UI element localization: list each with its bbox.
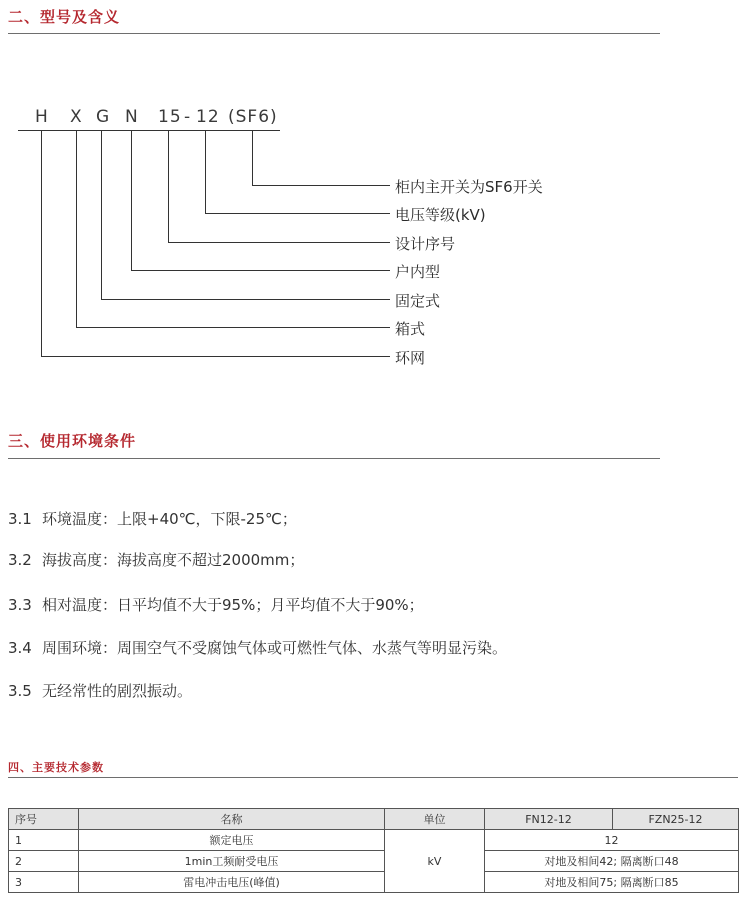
code-char-g: G xyxy=(96,107,111,127)
condition-item xyxy=(8,594,424,615)
unit-kv: kV xyxy=(385,830,485,893)
condition-text: 环境温度：上限+40℃，下限-25℃； xyxy=(42,510,297,528)
leader-h-x xyxy=(76,327,390,328)
code-char-12: 12 xyxy=(196,107,220,127)
row-no: 2 xyxy=(9,851,79,872)
leader-n xyxy=(131,130,132,270)
leader-h-sf6 xyxy=(252,185,390,186)
leader-x xyxy=(76,130,77,327)
meaning-fixed: 固定式 xyxy=(395,292,441,310)
leader-h-g xyxy=(101,299,390,300)
code-char-h: H xyxy=(35,107,49,127)
code-char-sf6: (SF6) xyxy=(228,107,278,127)
header-model-fn12: FN12-12 xyxy=(485,809,613,830)
meaning-ring-network: 环网 xyxy=(395,349,426,367)
section-2-title: 二、型号及含义 xyxy=(8,8,121,26)
section-4-divider xyxy=(8,777,738,778)
leader-h xyxy=(41,130,42,356)
row-name: 额定电压 xyxy=(79,830,385,851)
leader-15 xyxy=(168,130,169,242)
code-char-x: X xyxy=(70,107,83,127)
section-3-divider xyxy=(8,458,660,459)
table-header-row xyxy=(9,809,739,830)
header-name: 名称 xyxy=(79,809,385,830)
leader-h-12 xyxy=(205,213,390,214)
technical-parameters-table xyxy=(8,808,739,893)
table-row xyxy=(9,872,739,893)
condition-number: 3.5 xyxy=(8,682,32,700)
condition-number: 3.4 xyxy=(8,639,32,657)
row-value: 对地及相间42; 隔离断口48 xyxy=(485,851,739,872)
leader-12 xyxy=(205,130,206,213)
table-row xyxy=(9,851,739,872)
header-no: 序号 xyxy=(9,809,79,830)
header-model-fzn25: FZN25-12 xyxy=(613,809,739,830)
condition-item xyxy=(8,549,304,570)
meaning-voltage-class: 电压等级(kV) xyxy=(395,206,486,224)
meaning-indoor: 户内型 xyxy=(395,263,441,281)
leader-h-n xyxy=(131,270,390,271)
row-no: 1 xyxy=(9,830,79,851)
leader-g xyxy=(101,130,102,299)
condition-number: 3.3 xyxy=(8,596,32,614)
condition-text: 相对温度：日平均值不大于95%；月平均值不大于90%； xyxy=(42,596,424,614)
leader-h-15 xyxy=(168,242,390,243)
code-underline xyxy=(18,130,280,131)
code-char-n: N xyxy=(125,107,139,127)
section-3-title: 三、使用环境条件 xyxy=(8,432,137,450)
row-value: 12 xyxy=(485,830,739,851)
meaning-box-type: 箱式 xyxy=(395,320,426,338)
section-4-title: 四、主要技术参数 xyxy=(8,761,104,774)
condition-number: 3.1 xyxy=(8,510,32,528)
row-name: 雷电冲击电压(峰值) xyxy=(79,872,385,893)
table-row xyxy=(9,830,739,851)
meaning-main-switch: 柜内主开关为SF6开关 xyxy=(395,178,543,196)
row-name: 1min工频耐受电压 xyxy=(79,851,385,872)
condition-item xyxy=(8,508,297,529)
model-code-diagram xyxy=(0,95,750,385)
condition-text: 海拔高度：海拔高度不超过2000mm； xyxy=(42,551,305,569)
row-value: 对地及相间75; 隔离断口85 xyxy=(485,872,739,893)
section-2-divider xyxy=(8,33,660,34)
condition-text: 周围环境：周围空气不受腐蚀气体或可燃性气体、水蒸气等明显污染。 xyxy=(42,639,508,657)
header-unit: 单位 xyxy=(385,809,485,830)
condition-text: 无经常性的剧烈振动。 xyxy=(42,682,193,700)
meaning-design-number: 设计序号 xyxy=(395,235,456,253)
condition-item xyxy=(8,637,507,658)
leader-sf6 xyxy=(252,130,253,185)
leader-h-h xyxy=(41,356,390,357)
code-char-dash: - xyxy=(184,107,192,127)
code-char-15: 15 xyxy=(158,107,182,127)
condition-item xyxy=(8,680,192,701)
condition-number: 3.2 xyxy=(8,551,32,569)
row-no: 3 xyxy=(9,872,79,893)
